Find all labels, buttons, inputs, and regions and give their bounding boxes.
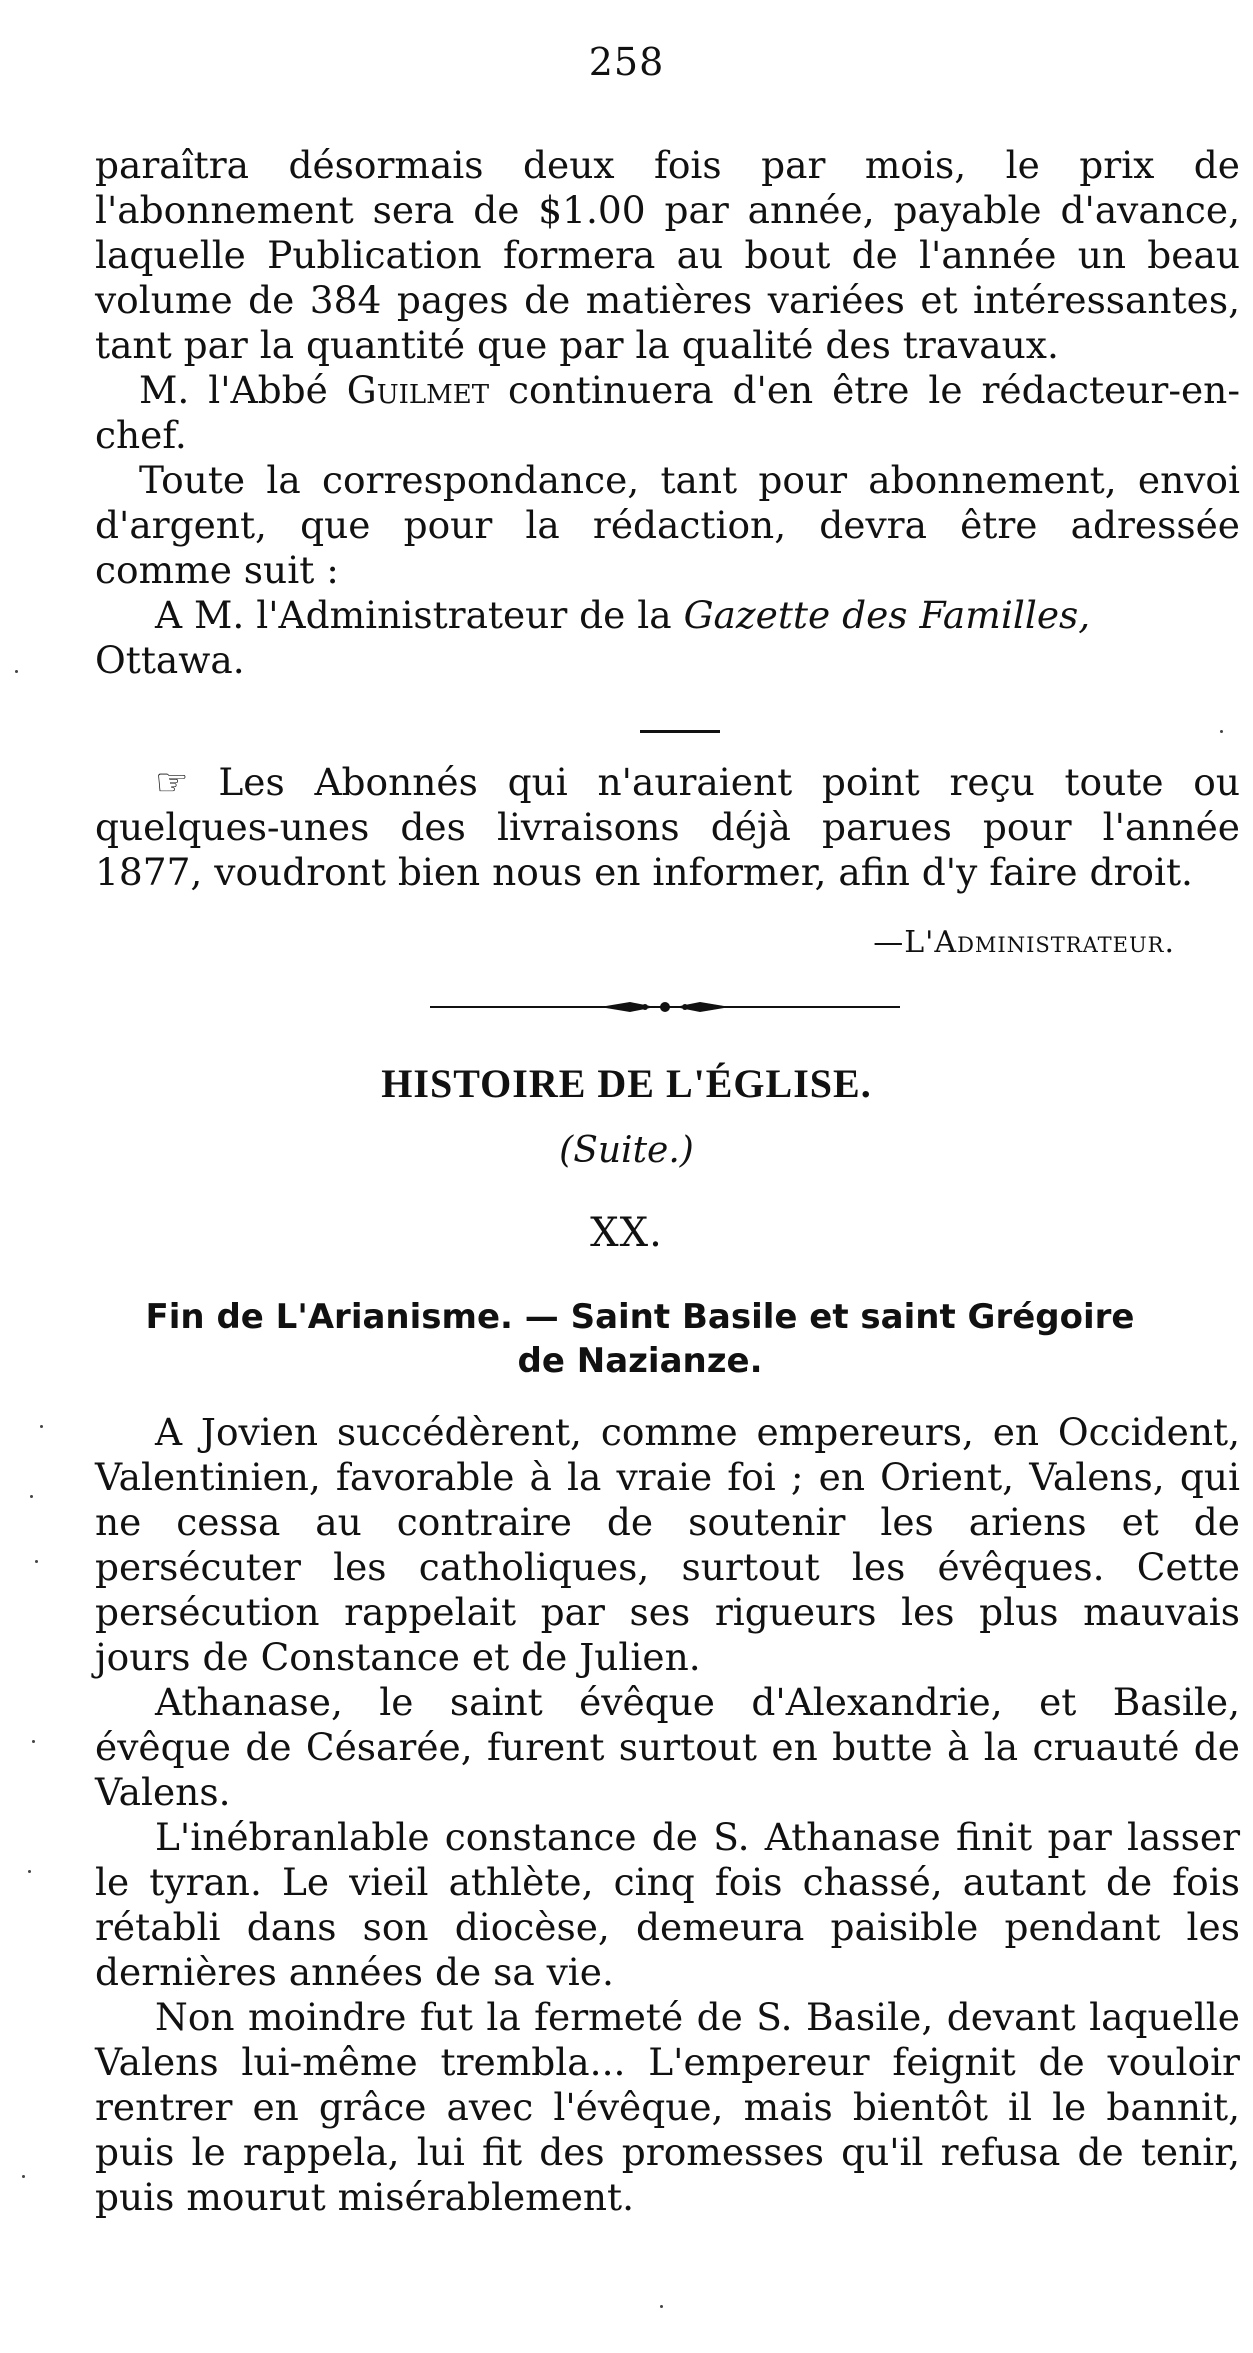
scan-speck: [22, 2175, 25, 2178]
section-divider-rule: [640, 730, 720, 733]
scan-speck: [30, 1495, 33, 1498]
editor-text-after: continuera d'en être le rédacteur-en-chef.: [95, 368, 1241, 457]
scan-speck: [40, 1425, 43, 1428]
pointing-hand-icon: ☞: [155, 760, 189, 804]
intro-paragraph-editor: [95, 368, 1240, 458]
intro-paragraph-subscription: paraîtra désormais deux fois par mois, le prix de l'abonnement sera de $1.00 par année, payable d'avance, laquelle Publication formera au bout de l'année un beau volume de 384 pages de matières variées et intéressantes, tant par la quantité que par la qualité des travaux.: [95, 143, 1240, 367]
editor-text-before: M. l'Abbé: [139, 368, 347, 412]
editor-name: Guilmet: [346, 368, 490, 412]
chapter-title-line-1: Fin de L'Arianisme. — Saint Basile et saint Grégoire: [145, 1297, 1135, 1337]
page-number: 258: [588, 40, 665, 84]
ornamental-divider-icon: [430, 992, 900, 1022]
journal-name: Gazette des Familles,: [683, 593, 1091, 637]
scan-speck: [28, 1870, 31, 1873]
scan-speck: [1220, 730, 1223, 733]
intro-section: [95, 143, 1240, 683]
administrator-signature: —L'Administrateur.: [873, 925, 1175, 960]
chapter-title: [70, 1295, 1210, 1383]
body-section: [95, 1410, 1240, 2220]
notice-section: [95, 760, 1240, 895]
chapter-number: XX.: [590, 1210, 663, 1256]
section-subtitle: (Suite.): [559, 1130, 694, 1171]
scan-speck: [660, 2305, 663, 2308]
notice-text: Les Abonnés qui n'auraient point reçu toute ou quelques-unes des livraisons déjà parues pour l'année 1877, voudront bien nous en informer, afin d'y faire droit.: [95, 760, 1240, 894]
chapter-title-line-2: de Nazianze.: [517, 1341, 763, 1381]
body-paragraph-emperors: A Jovien succédèrent, comme empereurs, en Occident, Valentinien, favorable à la vraie foi ; en Orient, Valens, qui ne cessa au contraire de soutenir les ariens et de persécuter les catholiques, surtout les évêques. Cette persécution rappelait par ses rigueurs les plus mauvais jours de Constance et de Julien.: [95, 1410, 1240, 1679]
section-title: HISTOIRE DE L'ÉGLISE.: [381, 1061, 872, 1106]
notice-paragraph: [95, 760, 1240, 895]
body-paragraph-basile-fermete: Non moindre fut la fermeté de S. Basile, devant laquelle Valens lui-même trembla... L'empereur feignit de vouloir rentrer en grâce avec l'évêque, mais bientôt il le bannit, puis le rappela, lui fit des promesses qu'il refusa de tenir, puis mourut misérablement.: [95, 1995, 1240, 2219]
body-paragraph-athanase-basile: Athanase, le saint évêque d'Alexandrie, et Basile, évêque de Césarée, furent surtout en butte à la cruauté de Valens.: [95, 1680, 1240, 1814]
address-text: A M. l'Administrateur de la: [155, 593, 684, 637]
scan-speck: [35, 1560, 38, 1563]
intro-paragraph-correspondence: Toute la correspondance, tant pour abonnement, envoi d'argent, que pour la rédaction, devra être adressée comme suit :: [95, 458, 1240, 592]
body-paragraph-athanase-constance: L'inébranlable constance de S. Athanase finit par lasser le tyran. Le vieil athlète, cinq fois chassé, autant de fois rétabli dans son diocèse, demeura paisible pendant les dernières années de sa vie.: [95, 1815, 1240, 1994]
scan-speck: [32, 1740, 35, 1743]
address-city: Ottawa.: [95, 638, 245, 682]
scan-speck: [15, 670, 18, 673]
address-line: [95, 593, 1240, 638]
